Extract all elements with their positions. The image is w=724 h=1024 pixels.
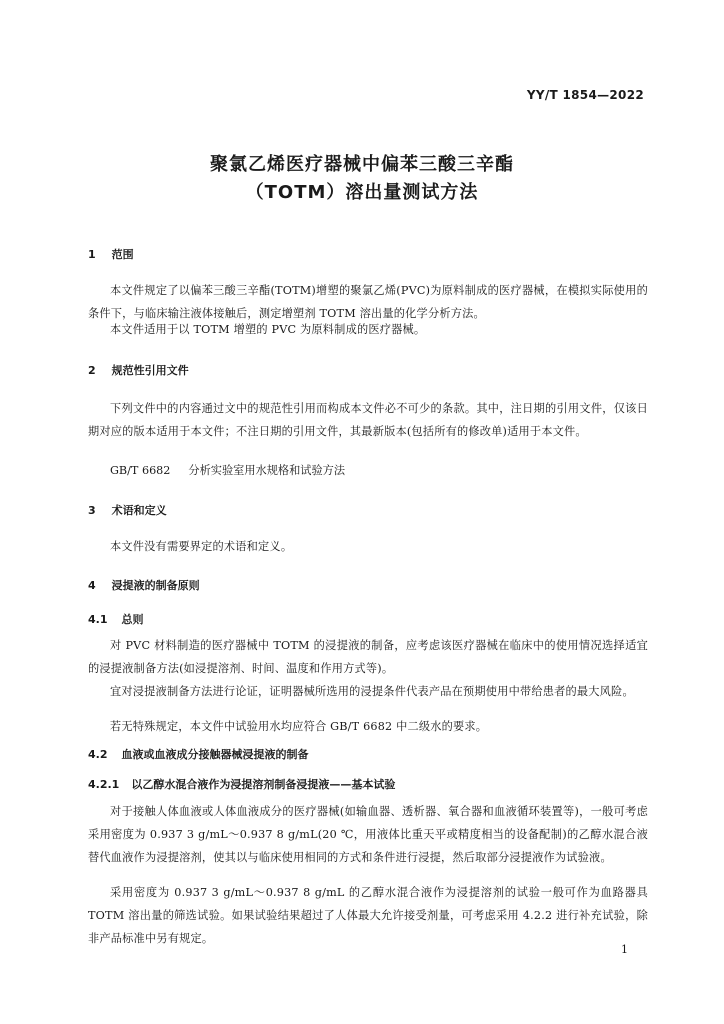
normative-reference (110, 462, 345, 478)
section-1-paragraph-1: 本文件规定了以偏苯三酸三辛酯(TOTM)增塑的聚氯乙烯(PVC)为原料制成的医疗器械，在模拟实际使用的条件下，与临床输注液体接触后，测定增塑剂 TOTM 溶出量的化学分析方法。 (88, 284, 648, 320)
section-4-2-1-paragraph-2: 采用密度为 0.937 3 g/mL～0.937 8 g/mL 的乙醇水混合液作为浸提溶剂的试验一般可作为血路器具 TOTM 溶出量的筛选试验。如果试验结果超过了人体最大允许接受剂量，可考虑采用 4.2.2 进行补充试验，除非产品标准中另有规定。 (88, 886, 648, 945)
section-number: 4 (88, 579, 96, 592)
reference-code: GB/T 6682 (110, 464, 171, 477)
section-4-2-heading (88, 746, 309, 762)
page-number: 1 (621, 943, 628, 956)
reference-name: 分析实验室用水规格和试验方法 (188, 464, 346, 477)
subsection-number: 4.2 (88, 748, 108, 761)
standard-number: YY/T 1854—2022 (526, 88, 644, 102)
subsection-number: 4.2.1 (88, 778, 120, 791)
section-4-heading (88, 577, 200, 593)
section-title: 浸提液的制备原则 (111, 579, 200, 592)
section-number: 1 (88, 248, 96, 261)
section-4-1-paragraph-3: 若无特殊规定，本文件中试验用水均应符合 GB/T 6682 中二级水的要求。 (110, 720, 488, 733)
section-1-heading (88, 246, 134, 262)
document-title-line-1: 聚氯乙烯医疗器械中偏苯三酸三辛酯 (210, 154, 514, 175)
section-4-2-1-heading (88, 776, 395, 792)
subsection-title: 以乙醇水混合液作为浸提溶剂制备浸提液——基本试验 (131, 778, 396, 791)
subsection-number: 4.1 (88, 613, 108, 626)
section-2-heading (88, 362, 189, 378)
section-3-heading (88, 502, 167, 518)
section-title: 范围 (111, 248, 134, 261)
section-number: 2 (88, 364, 96, 377)
section-4-2-1-paragraph-1: 对于接触人体血液或人体血液成分的医疗器械(如输血器、透析器、氧合器和血液循环装置等)，一般可考虑采用密度为 0.937 3 g/mL～0.937 8 g/mL(20 ℃，用液体比重天平或精度相当的设备配制)的乙醇水混合液替代血液作为浸提溶剂，使其以与临床使用相同的方式和条件进行浸提，然后取部分浸提液作为试验液。 (88, 805, 648, 864)
section-title: 术语和定义 (111, 504, 167, 517)
section-4-1-paragraph-2: 宜对浸提液制备方法进行论证，证明器械所选用的浸提条件代表产品在预期使用中带给患者的最大风险。 (110, 685, 634, 698)
subsection-title: 总则 (121, 613, 144, 626)
document-title-line-2: （TOTM）溶出量测试方法 (245, 182, 479, 203)
section-2-paragraph-1: 下列文件中的内容通过文中的规范性引用而构成本文件必不可少的条款。其中，注日期的引用文件，仅该日期对应的版本适用于本文件；不注日期的引用文件，其最新版本(包括所有的修改单)适用于本文件。 (88, 402, 648, 438)
section-1-paragraph-2: 本文件适用于以 TOTM 增塑的 PVC 为原料制成的医疗器械。 (110, 323, 426, 336)
section-3-paragraph-1: 本文件没有需要界定的术语和定义。 (110, 540, 293, 553)
section-number: 3 (88, 504, 96, 517)
section-4-1-paragraph-1: 对 PVC 材料制造的医疗器械中 TOTM 的浸提液的制备，应考虑该医疗器械在临床中的使用情况选择适宜的浸提液制备方法(如浸提溶剂、时间、温度和作用方式等)。 (88, 639, 648, 675)
section-4-1-heading (88, 611, 144, 627)
section-title: 规范性引用文件 (111, 364, 189, 377)
subsection-title: 血液或血液成分接触器械浸提液的制备 (121, 748, 309, 761)
